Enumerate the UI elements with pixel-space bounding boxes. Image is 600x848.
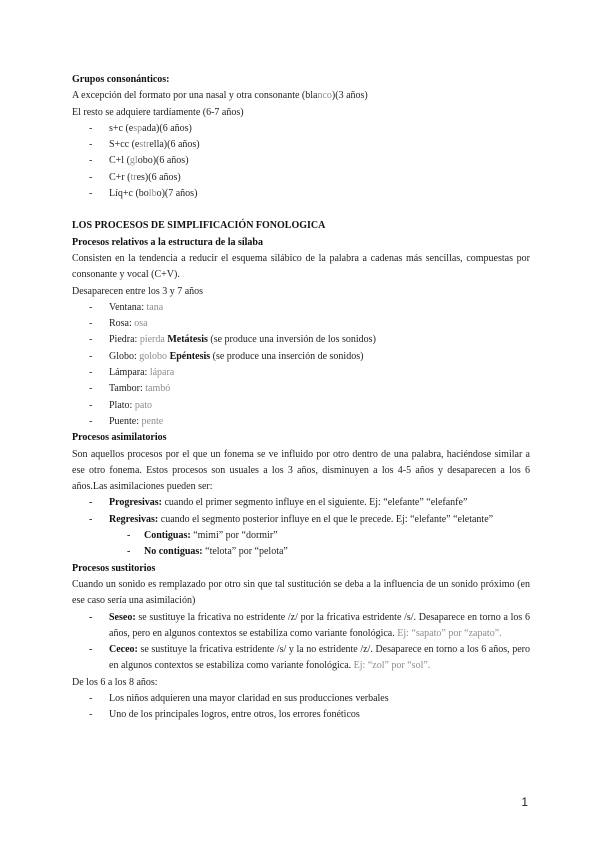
subsection-heading-asimilatorios: Procesos asimilatorios [72, 432, 167, 444]
list-item: - Progresivas: cuando el primer segmento influye en el siguiente. Ej: “elefante” “elefanfe” [89, 497, 468, 509]
list-item: - Regresivas: cuando el segmento posterior influye en el que le precede. Ej: “elefante” “eletante” [89, 513, 494, 525]
substitution-list [72, 610, 530, 675]
subsection-heading-silaba: Procesos relativos a la estructura de la sílaba [72, 236, 263, 248]
list-item: - Plato: pato [89, 399, 153, 411]
subsection-heading-sustitorios: Procesos sustitorios [72, 562, 156, 574]
list-item: - Ceceo: se sustituye la fricativa estridente /s/ y la no estridente /z/. Desaparece en torno a los 6 años, pero en algunos contextos se estabiliza como variante fonológica. Ej: “zol” por “sol”. [89, 644, 530, 672]
document-page [72, 72, 530, 724]
list-item: - Uno de los principales logros, entre otros, los errores fonéticos [89, 709, 360, 721]
list-item: - Líq+c (bolbo)(7 años) [89, 188, 198, 200]
list-item: - s+c (espada)(6 años) [89, 122, 192, 134]
list-item: - S+cc (estrella)(6 años) [89, 139, 200, 151]
paragraph: Desaparecen entre los 3 y 7 años [72, 285, 204, 297]
assimilation-list [72, 495, 530, 528]
paragraph: Consisten en la tendencia a reducir el esquema silábico de la palabra a cadenas más sencillas, compuestas por consonante y vocal (C+V). [72, 252, 530, 281]
page-number: 1 [521, 795, 528, 809]
paragraph: El resto se adquiere tardíamente (6-7 años) [72, 106, 244, 118]
list-item: - C+l (globo)(6 años) [89, 155, 189, 167]
list-item: - Puente: pente [89, 415, 164, 427]
list-item: - Ventana: tana [89, 301, 164, 313]
section-heading-grupos: Grupos consonánticos: [72, 74, 170, 85]
consonant-group-list [72, 121, 530, 202]
list-item: - No contiguas: “telota” por “pelota” [127, 546, 288, 558]
section-title: LOS PROCESOS DE SIMPLIFICACIÓN FONOLOGICA [72, 220, 326, 232]
syllable-examples-list [72, 300, 530, 430]
list-item: - Rosa: osa [89, 318, 148, 330]
paragraph: Cuando un sonido es remplazado por otro sin que tal sustitución se deba a la influencia de un sonido próximo (en ese caso sería una asimilación) [72, 578, 530, 607]
list-item: - Los niños adquieren una mayor claridad en sus producciones verbales [89, 692, 389, 704]
list-item: - Piedra: pierda Metátesis (se produce una inversión de los sonidos) [89, 334, 376, 346]
paragraph: A excepción del formato por una nasal y otra consonante (blanco)(3 años) [72, 90, 368, 102]
list-item: - Lámpara: lápara [89, 367, 175, 379]
list-item: - Contiguas: “mimi” por “dormir” [127, 530, 278, 542]
list-item: - Globo: golobo Epéntesis (se produce una inserción de sonidos) [89, 350, 364, 362]
list-item: - Tambor: tambó [89, 383, 171, 395]
assimilation-sublist [72, 528, 530, 561]
age-milestones-list [72, 691, 530, 724]
list-item: - Seseo: se sustituye la fricativa no estridente /z/ por la fricativa estridente /s/. Desaparece en torno a los 6 años, pero en algunos contextos se estabiliza como variante fonológica. Ej: “sapato” por “zapato”. [89, 611, 530, 639]
list-item: - C+r (tres)(6 años) [89, 171, 181, 183]
paragraph: De los 6 a los 8 años: [72, 676, 158, 688]
paragraph: Son aquellos procesos por el que un fonema se ve influido por otro dentro de una palabra, haciéndose similar a ese otro fonema. Estos procesos son usuales a los 3 años, disminuyen a los 4-5 años y desaparecen a los 6 años.Las asimilaciones pueden ser: [72, 448, 530, 493]
